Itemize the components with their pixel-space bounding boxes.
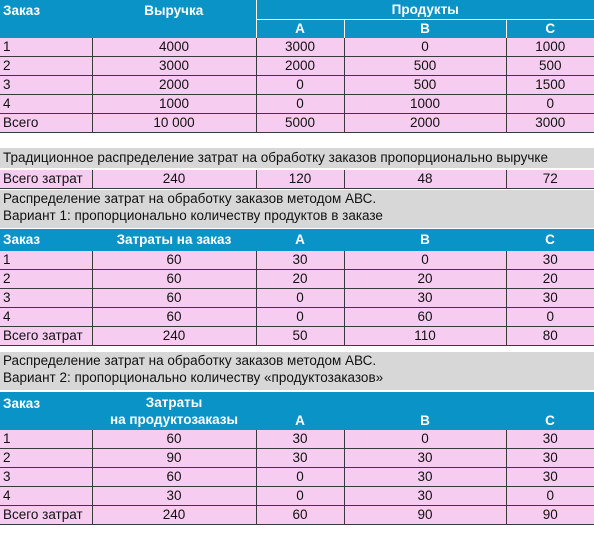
header-product-c: С <box>506 392 594 430</box>
cell-a: 30 <box>256 251 344 270</box>
cell-order: Всего затрат <box>0 327 92 346</box>
note-line: Распределение затрат на обработку заказов методом АВС. <box>3 191 377 206</box>
header-product-b: В <box>344 229 506 251</box>
header-product-c: С <box>506 20 594 39</box>
table-row-total <box>0 170 594 189</box>
cell-cost: 60 <box>92 289 256 308</box>
cell-a: 20 <box>256 270 344 289</box>
header-cost: Затраты на заказ <box>92 229 256 251</box>
header-order: Заказ <box>0 0 92 38</box>
abc-variant1-header <box>0 229 594 251</box>
table-row <box>0 430 594 449</box>
cell-a: 5000 <box>256 114 344 133</box>
header-cost-line2: на продуктозаказы <box>109 412 239 427</box>
note-traditional: Традиционное распределение затрат на обработку заказов пропорционально выручке <box>0 148 594 168</box>
revenue-table-header <box>0 0 594 20</box>
table-row-total <box>0 327 594 346</box>
cell-a: 60 <box>256 506 344 525</box>
cell-order: Всего <box>0 114 92 133</box>
cell-order: 1 <box>0 38 92 57</box>
cell-a: 0 <box>256 289 344 308</box>
header-revenue: Выручка <box>92 0 256 38</box>
cell-a: 0 <box>256 76 344 95</box>
cell-b: 60 <box>344 308 506 327</box>
cell-a: 0 <box>256 487 344 506</box>
table-row <box>0 289 594 308</box>
table-row <box>0 57 594 76</box>
cell-order: 1 <box>0 251 92 270</box>
cell-c: 1500 <box>506 76 594 95</box>
cell-b: 500 <box>344 76 506 95</box>
cell-order: Всего затрат <box>0 506 92 525</box>
cell-cost: 90 <box>92 449 256 468</box>
cell-c: 1000 <box>506 38 594 57</box>
cell-cost: 60 <box>92 308 256 327</box>
table-row-total <box>0 114 594 133</box>
note-abc-variant1 <box>0 190 594 228</box>
cell-b: 20 <box>344 270 506 289</box>
cell-revenue: 2000 <box>92 76 256 95</box>
cell-c: 80 <box>506 327 594 346</box>
cell-a: 50 <box>256 327 344 346</box>
header-products: Продукты <box>256 0 594 20</box>
cell-revenue: 4000 <box>92 38 256 57</box>
cell-order: 4 <box>0 487 92 506</box>
cell-c: 0 <box>506 95 594 114</box>
cell-b: 0 <box>344 430 506 449</box>
cell-order: 2 <box>0 270 92 289</box>
cell-a: 2000 <box>256 57 344 76</box>
cell-a: 0 <box>256 95 344 114</box>
cell-revenue: 10 000 <box>92 114 256 133</box>
cell-order: 4 <box>0 95 92 114</box>
header-product-a: А <box>256 392 344 430</box>
cell-c: 30 <box>506 468 594 487</box>
cell-b: 48 <box>344 170 506 189</box>
cell-order: 3 <box>0 468 92 487</box>
cell-b: 1000 <box>344 95 506 114</box>
cell-order: 4 <box>0 308 92 327</box>
cell-a: 0 <box>256 308 344 327</box>
note-line: Распределение затрат на обработку заказов методом АВС. <box>3 353 377 368</box>
cell-order: 3 <box>0 289 92 308</box>
abc-variant2-header <box>0 392 594 430</box>
traditional-total-table <box>0 170 594 189</box>
cell-a: 3000 <box>256 38 344 57</box>
cell-c: 0 <box>506 487 594 506</box>
header-product-c: С <box>506 229 594 251</box>
cell-b: 0 <box>344 38 506 57</box>
cell-c: 30 <box>506 449 594 468</box>
cell-order: Всего затрат <box>0 170 92 189</box>
table-row-total <box>0 506 594 525</box>
cell-a: 120 <box>256 170 344 189</box>
cell-b: 2000 <box>344 114 506 133</box>
cell-c: 30 <box>506 289 594 308</box>
table-row <box>0 270 594 289</box>
cell-b: 30 <box>344 289 506 308</box>
header-product-a: А <box>256 229 344 251</box>
abc-variant2-table <box>0 392 594 525</box>
cell-b: 90 <box>344 506 506 525</box>
table-row <box>0 95 594 114</box>
revenue-table <box>0 0 594 133</box>
cell-c: 30 <box>506 251 594 270</box>
table-row <box>0 449 594 468</box>
cell-c: 90 <box>506 506 594 525</box>
table-row <box>0 308 594 327</box>
header-order: Заказ <box>0 229 92 251</box>
cell-cost: 60 <box>92 270 256 289</box>
cell-a: 30 <box>256 449 344 468</box>
cell-revenue: 3000 <box>92 57 256 76</box>
table-row <box>0 468 594 487</box>
cell-c: 500 <box>506 57 594 76</box>
cell-b: 30 <box>344 487 506 506</box>
table-row <box>0 487 594 506</box>
cell-c: 30 <box>506 430 594 449</box>
cell-b: 30 <box>344 468 506 487</box>
header-product-a: А <box>256 20 344 39</box>
note-line: Вариант 2: пропорционально количеству «продуктозаказов» <box>3 370 384 385</box>
note-line: Вариант 1: пропорционально количеству продуктов в заказе <box>3 208 383 223</box>
header-product-b: В <box>344 20 506 39</box>
cell-cost: 60 <box>92 430 256 449</box>
cell-b: 110 <box>344 327 506 346</box>
cell-cost: 240 <box>92 327 256 346</box>
cell-c: 20 <box>506 270 594 289</box>
header-cost <box>92 392 256 430</box>
cell-order: 3 <box>0 76 92 95</box>
cell-c: 3000 <box>506 114 594 133</box>
cell-order: 2 <box>0 57 92 76</box>
cell-a: 30 <box>256 430 344 449</box>
cell-a: 0 <box>256 468 344 487</box>
cell-b: 0 <box>344 251 506 270</box>
cell-order: 2 <box>0 449 92 468</box>
cell-b: 30 <box>344 449 506 468</box>
cell-cost: 30 <box>92 487 256 506</box>
abc-variant1-table <box>0 229 594 346</box>
cell-b: 500 <box>344 57 506 76</box>
table-row <box>0 38 594 57</box>
cell-cost: 60 <box>92 251 256 270</box>
cell-cost: 240 <box>92 170 256 189</box>
table-row <box>0 251 594 270</box>
header-order: Заказ <box>0 392 92 430</box>
header-cost-line1: Затраты <box>145 395 203 410</box>
cell-cost: 60 <box>92 468 256 487</box>
cell-c: 72 <box>506 170 594 189</box>
cell-c: 0 <box>506 308 594 327</box>
cell-order: 1 <box>0 430 92 449</box>
note-abc-variant2 <box>0 352 594 390</box>
table-row <box>0 76 594 95</box>
cell-revenue: 1000 <box>92 95 256 114</box>
cell-cost: 240 <box>92 506 256 525</box>
header-product-b: В <box>344 392 506 430</box>
